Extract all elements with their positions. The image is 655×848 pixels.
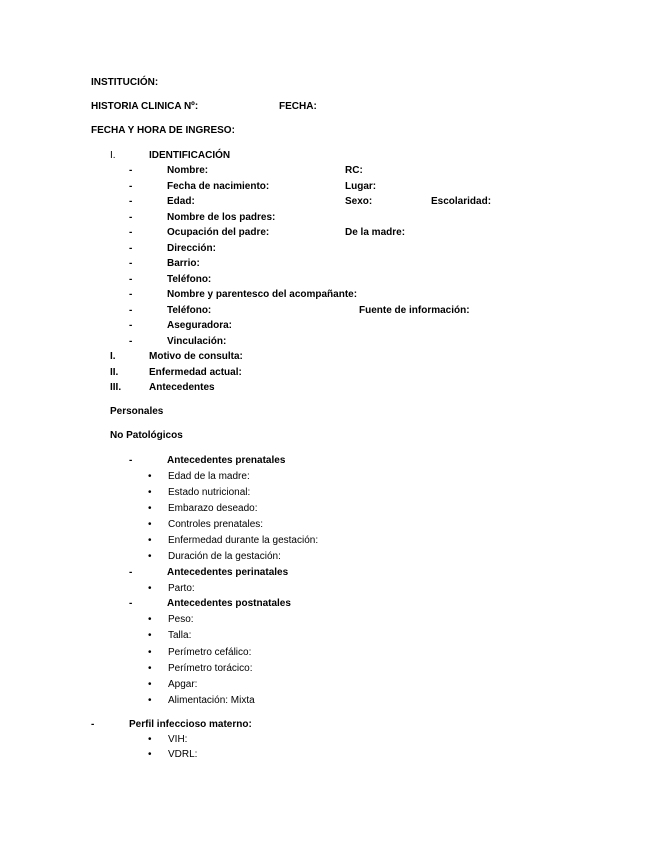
prenatal-item: Estado nutricional: (168, 487, 251, 498)
ocupacion-padre-label: Ocupación del padre: (167, 227, 270, 238)
direccion-label: Dirección: (167, 243, 216, 254)
dash-bullet: - (129, 227, 133, 238)
perfil-title: Perfil infeccioso materno: (129, 719, 252, 730)
postnatal-item: Perímetro cefálico: (168, 647, 252, 658)
postnatal-item: Alimentación: Mixta (168, 695, 255, 706)
prenatal-item: Edad de la madre: (168, 471, 250, 482)
dash-bullet: - (91, 719, 95, 730)
bullet-dot: • (148, 583, 152, 594)
vinculacion-label: Vinculación: (167, 336, 227, 347)
dash-bullet: - (129, 243, 133, 254)
section-numeral: II. (110, 367, 119, 378)
postnatal-item: Talla: (168, 630, 192, 641)
perinatales-title: Antecedentes perinatales (167, 567, 289, 578)
postnatal-item: Peso: (168, 614, 194, 625)
dash-bullet: - (129, 196, 133, 207)
bullet-dot: • (148, 535, 152, 546)
padres-label: Nombre de los padres: (167, 212, 276, 223)
bullet-dot: • (148, 487, 152, 498)
section-numeral: I. (110, 351, 116, 362)
postnatales-title: Antecedentes postnatales (167, 598, 291, 609)
motivo-consulta-label: Motivo de consulta: (149, 351, 243, 362)
prenatal-item: Duración de la gestación: (168, 551, 281, 562)
section-numeral: III. (110, 382, 122, 393)
fecha-ingreso-label: FECHA Y HORA DE INGRESO: (91, 125, 235, 136)
bullet-dot: • (148, 695, 152, 706)
prenatal-item: Controles prenatales: (168, 519, 264, 530)
section-numeral: I. (110, 150, 116, 161)
sexo-label: Sexo: (345, 196, 373, 207)
bullet-dot: • (148, 519, 152, 530)
telefono2-label: Teléfono: (167, 305, 212, 316)
dash-bullet: - (129, 455, 133, 466)
madre-label: De la madre: (345, 227, 406, 238)
dash-bullet: - (129, 289, 133, 300)
dash-bullet: - (129, 181, 133, 192)
perfil-item: VIH: (168, 734, 188, 745)
dash-bullet: - (129, 305, 133, 316)
antecedentes-label: Antecedentes (149, 382, 215, 393)
postnatal-item: Apgar: (168, 679, 198, 690)
rc-label: RC: (345, 165, 363, 176)
dash-bullet: - (129, 567, 133, 578)
nombre-label: Nombre: (167, 165, 209, 176)
dash-bullet: - (129, 212, 133, 223)
bullet-dot: • (148, 734, 152, 745)
bullet-dot: • (148, 749, 152, 760)
bullet-dot: • (148, 630, 152, 641)
dash-bullet: - (129, 274, 133, 285)
historia-clinica-label: HISTORIA CLINICA Nº: (91, 101, 199, 112)
institucion-label: INSTITUCIÓN: (91, 77, 159, 88)
bullet-dot: • (148, 614, 152, 625)
lugar-label: Lugar: (345, 181, 377, 192)
fecha-label: FECHA: (279, 101, 317, 112)
bullet-dot: • (148, 647, 152, 658)
acompanante-label: Nombre y parentesco del acompañante: (167, 289, 358, 300)
enfermedad-actual-label: Enfermedad actual: (149, 367, 242, 378)
postnatal-item: Perímetro torácico: (168, 663, 253, 674)
personales-heading: Personales (110, 406, 164, 417)
barrio-label: Barrio: (167, 258, 200, 269)
bullet-dot: • (148, 679, 152, 690)
dash-bullet: - (129, 165, 133, 176)
aseguradora-label: Aseguradora: (167, 320, 233, 331)
fuente-label: Fuente de información: (359, 305, 470, 316)
identificacion-title: IDENTIFICACIÓN (149, 150, 231, 161)
edad-label: Edad: (167, 196, 195, 207)
telefono-label: Teléfono: (167, 274, 212, 285)
bullet-dot: • (148, 471, 152, 482)
escolaridad-label: Escolaridad: (431, 196, 492, 207)
prenatales-title: Antecedentes prenatales (167, 455, 286, 466)
perinatal-item: Parto: (168, 583, 195, 594)
dash-bullet: - (129, 320, 133, 331)
dash-bullet: - (129, 336, 133, 347)
prenatal-item: Enfermedad durante la gestación: (168, 535, 319, 546)
bullet-dot: • (148, 663, 152, 674)
bullet-dot: • (148, 503, 152, 514)
bullet-dot: • (148, 551, 152, 562)
fecha-nacimiento-label: Fecha de nacimiento: (167, 181, 270, 192)
dash-bullet: - (129, 598, 133, 609)
dash-bullet: - (129, 258, 133, 269)
prenatal-item: Embarazo deseado: (168, 503, 258, 514)
no-patologicos-heading: No Patológicos (110, 430, 183, 441)
perfil-item: VDRL: (168, 749, 198, 760)
